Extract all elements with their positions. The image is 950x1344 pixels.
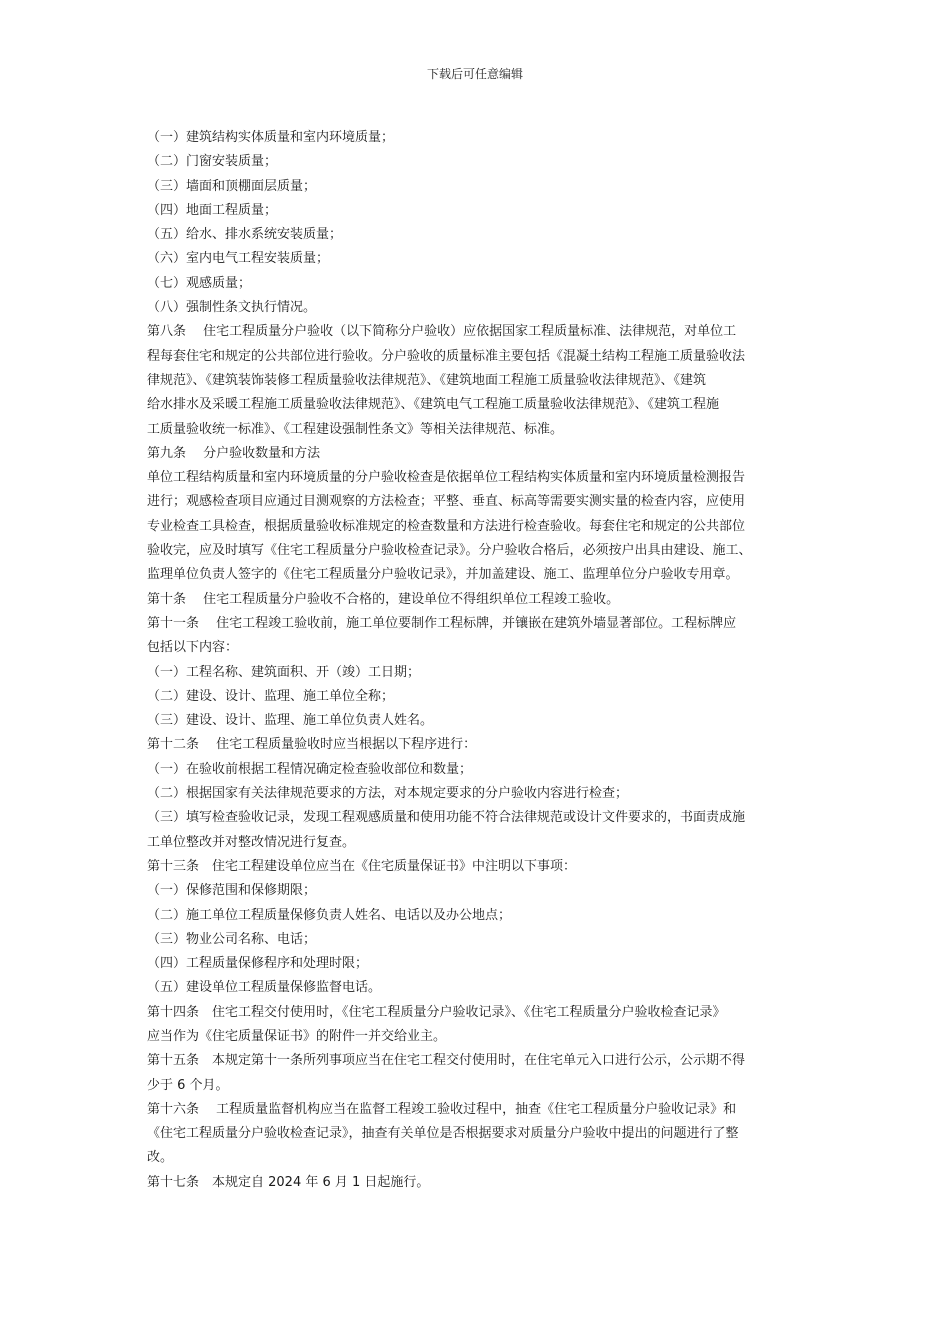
text-line: 《住宅工程质量分户验收检查记录》，抽查有关单位是否根据要求对质量分户验收中提出的问题进行了整 [147,1126,739,1142]
text-line: 给水排水及采暖工程施工质量验收法律规范》、《建筑电气工程施工质量验收法律规范》、《建筑工程施 [147,397,720,413]
text-line: 第十六条 工程质量监督机构应当在监督工程竣工验收过程中，抽查《住宅工程质量分户验收记录》和 [147,1101,737,1117]
text-line: 工质量验收统一标准》、《工程建设强制性条文》等相关法律规范、标准。 [147,421,564,437]
text-line: 程每套住宅和规定的公共部位进行验收。分户验收的质量标准主要包括《混凝土结构工程施工质量验收法 [147,348,746,364]
text-line: （二）门窗安装质量； [147,154,278,170]
text-line: 单位工程结构质量和室内环境质量的分户验收检查是依据单位工程结构实体质量和室内环境质量检测报告 [147,470,746,486]
text-line: 第十七条 本规定自 2024 年 6 月 1 日起施行。 [147,1174,430,1190]
text-line: （一）建筑结构实体质量和室内环境质量； [147,130,395,145]
text-line: 少于 6 个月。 [147,1077,229,1093]
text-line: 第九条 分户验收数量和方法 [147,445,321,461]
text-line: 律规范》、《建筑装饰装修工程质量验收法律规范》、《建筑地面工程施工质量验收法律规范》、《建筑 [147,372,707,388]
text-line: 第八条 住宅工程质量分户验收（以下简称分户验收）应依据国家工程质量标准、法律规范，对单位工 [147,324,737,340]
text-line: （三）物业公司名称、电话； [147,931,317,947]
text-line: 改。 [147,1150,174,1166]
text-line: （五）给水、排水系统安装质量； [147,227,343,243]
text-line: 第十四条 住宅工程交付使用时，《住宅工程质量分户验收记录》、《住宅工程质量分户验收检查记录》 [147,1004,726,1020]
document-body [147,126,817,1195]
text-line: 应当作为《住宅质量保证书》的附件一并交给业主。 [147,1028,447,1044]
text-line: （四）工程质量保修程序和处理时限； [147,956,369,972]
text-line: （八）强制性条文执行情况。 [147,300,317,316]
text-line: 验收完，应及时填写《住宅工程质量分户验收检查记录》。分户验收合格后，必须按户出具由建设、施工、 [147,543,752,559]
text-line: 第十一条 住宅工程竣工验收前，施工单位要制作工程标牌，并镶嵌在建筑外墙显著部位。工程标牌应 [147,615,737,631]
text-line: 包括以下内容： [147,640,239,656]
text-line: 进行；观感检查项目应通过目测观察的方法检查；平整、垂直、标高等需要实测实量的检查内容，应使用 [147,494,746,510]
text-line: 第十二条 住宅工程质量验收时应当根据以下程序进行： [147,737,477,753]
text-line: 第十条 住宅工程质量分户验收不合格的，建设单位不得组织单位工程竣工验收。 [147,591,620,607]
text-line: （六）室内电气工程安装质量； [147,251,330,267]
text-line: 第十五条 本规定第十一条所列事项应当在住宅工程交付使用时，在住宅单元入口进行公示，公示期不得 [147,1053,746,1069]
text-line: 工单位整改并对整改情况进行复查。 [147,834,356,850]
text-line: （二）根据国家有关法律规范要求的方法，对本规定要求的分户验收内容进行检查； [147,786,629,802]
text-line: （一）在验收前根据工程情况确定检查验收部位和数量； [147,761,473,777]
text-line: （五）建设单位工程质量保修监督电话。 [147,980,382,996]
text-line: （二）施工单位工程质量保修负责人姓名、电话以及办公地点； [147,907,512,923]
text-line: （四）地面工程质量； [147,202,278,218]
text-line: （一）保修范围和保修期限； [147,883,317,899]
text-line: 监理单位负责人签字的《住宅工程质量分户验收记录》，并加盖建设、施工、监理单位分户验收专用章。 [147,567,739,583]
text-line: 专业检查工具检查，根据质量验收标准规定的检查数量和方法进行检查验收。每套住宅和规定的公共部位 [147,518,746,534]
text-line: 第十三条 住宅工程建设单位应当在《住宅质量保证书》中注明以下事项： [147,858,577,874]
text-line: （三）建设、设计、监理、施工单位负责人姓名。 [147,713,434,729]
text-line: （三）墙面和顶棚面层质量； [147,178,317,194]
page-header: 下载后可任意编辑 [426,67,523,81]
text-line: （三）填写检查验收记录，发现工程观感质量和使用功能不符合法律规范或设计文件要求的，书面责成施 [147,810,746,826]
text-line: （一）工程名称、建筑面积、开（竣）工日期； [147,664,421,680]
text-line: （七）观感质量； [147,275,252,291]
text-line: （二）建设、设计、监理、施工单位全称； [147,688,395,704]
